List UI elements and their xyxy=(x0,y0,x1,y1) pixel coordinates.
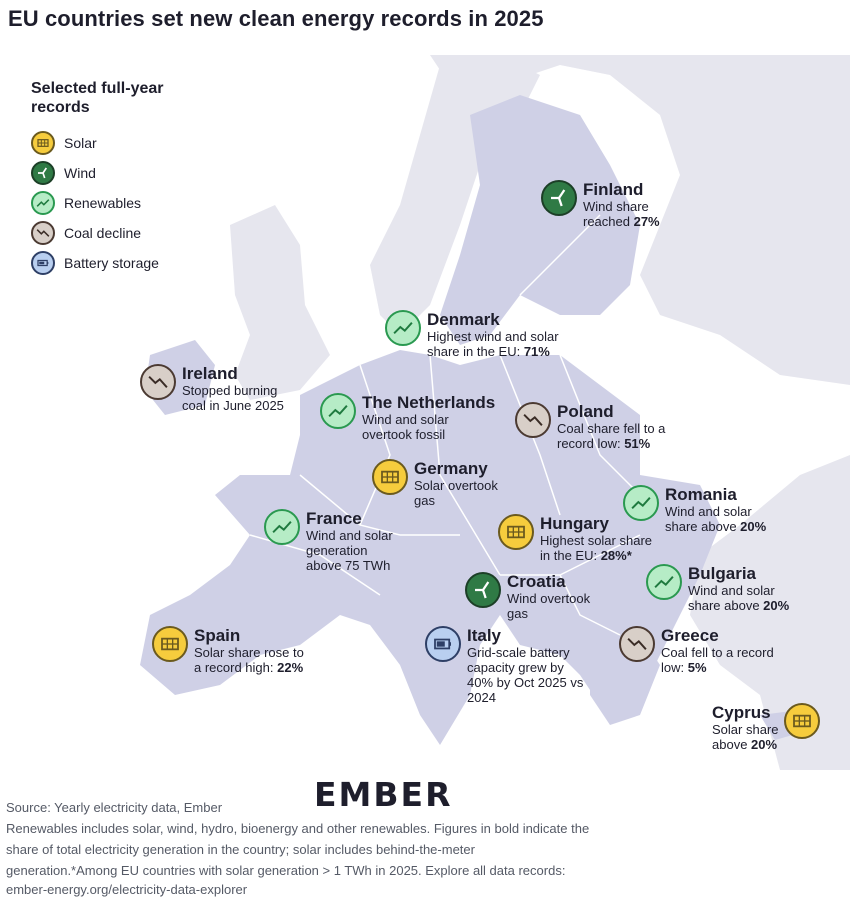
battery-icon xyxy=(31,251,55,275)
record-desc: Coal fell to a record low: xyxy=(661,645,774,675)
record-name: Italy xyxy=(467,626,502,645)
record-desc: Highest solar share in the EU: xyxy=(540,533,652,563)
record-hungary xyxy=(498,514,652,563)
legend-item-wind xyxy=(31,161,96,185)
record-poland xyxy=(515,402,665,451)
record-desc: Wind and solar share above xyxy=(665,504,752,534)
record-value: 22% xyxy=(277,660,304,675)
record-name: Denmark xyxy=(427,310,500,329)
legend xyxy=(15,67,210,296)
legend-item-coal xyxy=(31,221,141,245)
record-desc: Stopped burning coal in June 2025 xyxy=(182,383,284,413)
record-desc: Wind and solar overtook fossil xyxy=(362,412,449,442)
record-desc: Highest wind and solar share in the EU: xyxy=(427,329,559,359)
record-name: Greece xyxy=(661,626,719,645)
legend-title: Selected full-year records xyxy=(31,80,164,116)
record-bulgaria xyxy=(646,564,789,613)
record-value: 28%* xyxy=(600,548,632,563)
record-desc: Wind share reached xyxy=(583,199,649,229)
footer-note-1: Renewables includes solar, wind, hydro, bioenergy and other renewables. Figures in bold indicate the xyxy=(6,821,590,836)
record-spain xyxy=(152,626,304,675)
record-finland xyxy=(541,180,660,229)
record-name: Germany xyxy=(414,459,488,478)
wind-icon xyxy=(465,572,501,608)
renewables-icon xyxy=(320,393,356,429)
footer-link[interactable]: ember-energy.org/electricity-data-explorer xyxy=(6,882,248,897)
record-cyprus xyxy=(712,703,820,752)
record-ireland xyxy=(140,364,284,413)
record-greece xyxy=(619,626,774,675)
renewables-icon xyxy=(385,310,421,346)
record-name: Hungary xyxy=(540,514,609,533)
record-france xyxy=(264,509,393,573)
wind-icon xyxy=(541,180,577,216)
record-desc: Solar share above xyxy=(712,722,779,752)
record-value: 51% xyxy=(624,436,651,451)
ember-logo: EMBER xyxy=(314,775,453,814)
solar-icon xyxy=(152,626,188,662)
record-name: Ireland xyxy=(182,364,238,383)
record-value: 20% xyxy=(763,598,790,613)
record-italy xyxy=(425,626,583,705)
coal-decline-icon xyxy=(619,626,655,662)
legend-label-renewables: Renewables xyxy=(64,195,142,211)
legend-item-renewables xyxy=(31,191,141,215)
record-croatia xyxy=(465,572,590,621)
coal-decline-icon xyxy=(140,364,176,400)
legend-label-battery: Battery storage xyxy=(64,255,159,271)
record-desc: Coal share fell to a record low: xyxy=(557,421,666,451)
record-name: Poland xyxy=(557,402,614,421)
coal-decline-icon xyxy=(31,221,55,245)
solar-icon xyxy=(784,703,820,739)
renewables-icon xyxy=(646,564,682,600)
record-value: 20% xyxy=(740,519,767,534)
record-desc: Solar overtook gas xyxy=(414,478,498,508)
footer-source: Source: Yearly electricity data, Ember xyxy=(6,800,223,815)
record-desc: Wind and solar share above xyxy=(688,583,775,613)
legend-label-coal: Coal decline xyxy=(64,225,142,241)
record-name: Spain xyxy=(194,626,241,645)
legend-item-solar xyxy=(31,131,97,155)
record-name: France xyxy=(306,509,362,528)
solar-icon xyxy=(372,459,408,495)
footer-note-3: generation.*Among EU countries with solar generation > 1 TWh in 2025. Explore all data records: xyxy=(6,863,566,878)
record-netherlands xyxy=(320,393,495,442)
record-value: 20% xyxy=(751,737,778,752)
page-title: EU countries set new clean energy records in 2025 xyxy=(8,6,544,31)
record-value: 27% xyxy=(633,214,660,229)
record-name: Croatia xyxy=(507,572,566,591)
solar-icon xyxy=(31,131,55,155)
legend-item-battery xyxy=(31,251,159,275)
record-desc: Solar share rose to a record high: xyxy=(194,645,304,675)
wind-icon xyxy=(31,161,55,185)
record-desc: Grid-scale battery capacity grew by 40% by Oct 2025 vs 2024 xyxy=(467,645,584,705)
footer-note-2: share of total electricity generation in the country; solar includes behind-the-meter xyxy=(6,842,475,857)
record-name: Bulgaria xyxy=(688,564,757,583)
legend-label-solar: Solar xyxy=(64,135,97,151)
renewables-icon xyxy=(264,509,300,545)
coal-decline-icon xyxy=(515,402,551,438)
record-name: The Netherlands xyxy=(362,393,496,412)
record-value: 71% xyxy=(523,344,550,359)
record-denmark xyxy=(385,310,559,359)
record-name: Cyprus xyxy=(712,703,771,722)
renewables-icon xyxy=(31,191,55,215)
record-name: Romania xyxy=(665,485,737,504)
battery-icon xyxy=(425,626,461,662)
record-desc: Wind and solar generation above 75 TWh xyxy=(306,528,393,573)
solar-icon xyxy=(498,514,534,550)
record-name: Finland xyxy=(583,180,644,199)
record-germany xyxy=(372,459,498,508)
legend-label-wind: Wind xyxy=(64,165,96,181)
record-desc: Wind overtook gas xyxy=(507,591,591,621)
record-value: 5% xyxy=(687,660,707,675)
